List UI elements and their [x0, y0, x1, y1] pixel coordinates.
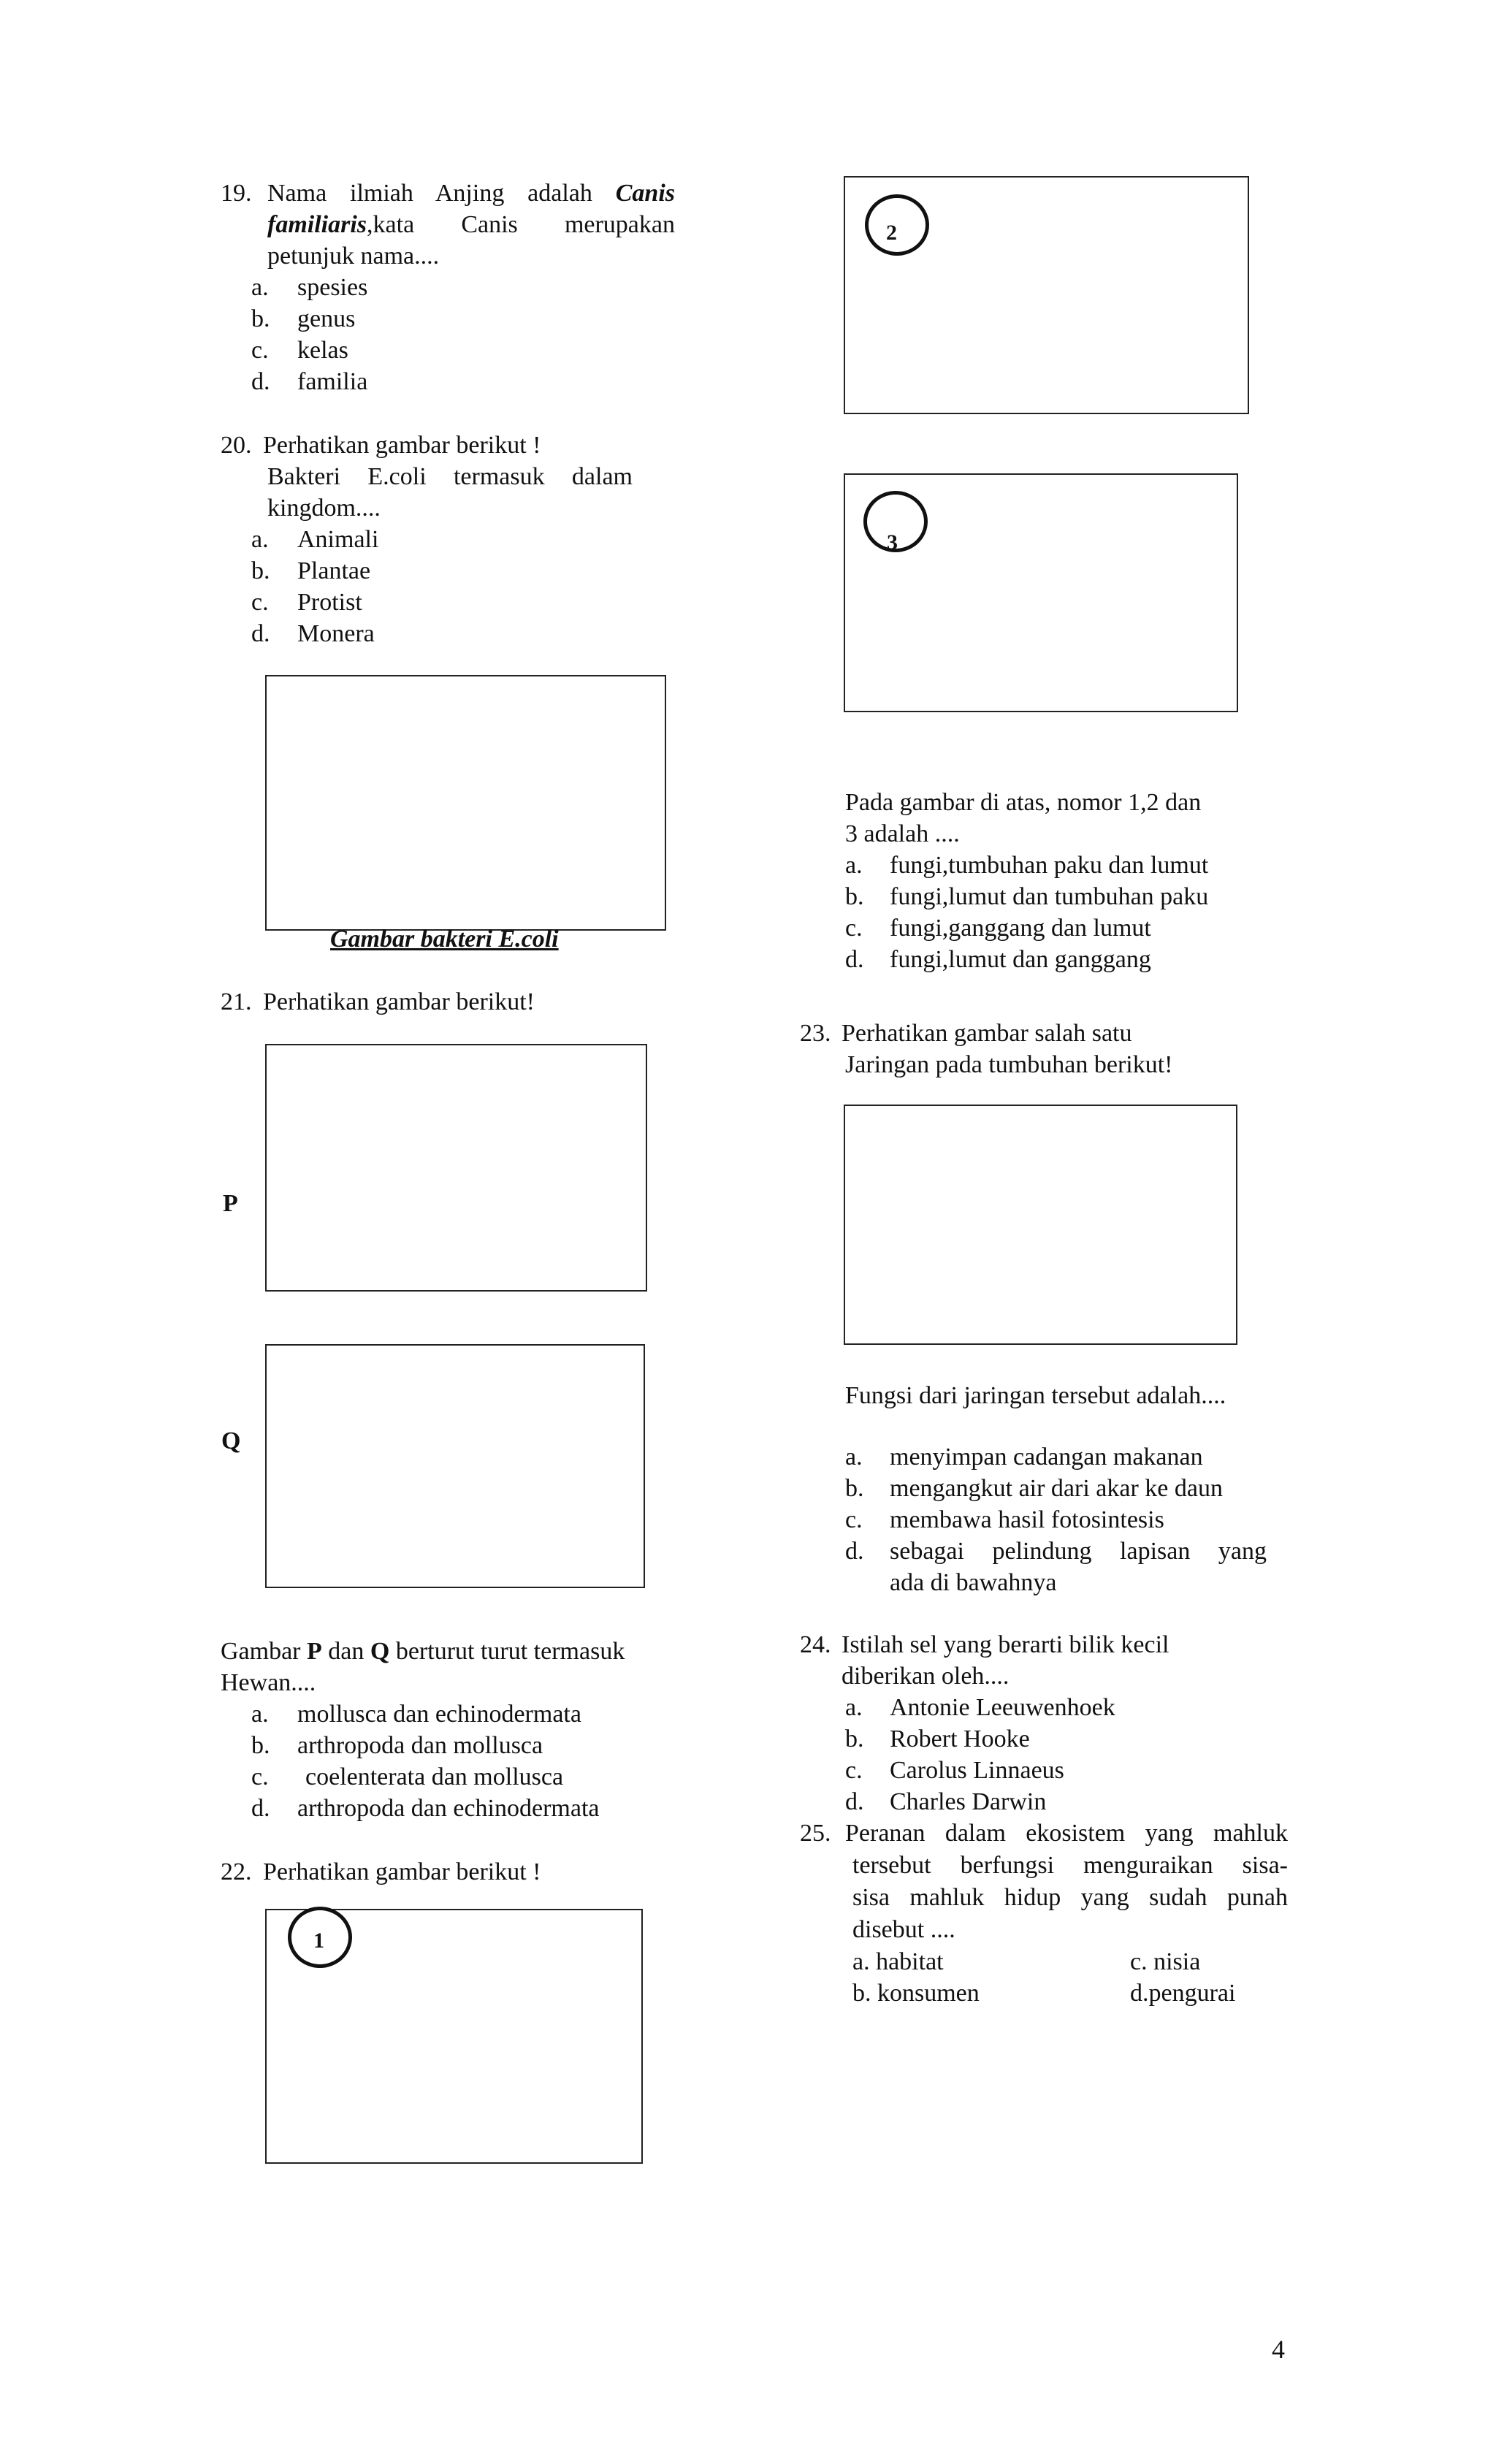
question-21-stem: Gambar P dan Q berturut turut termasuk — [221, 1638, 625, 1665]
option-letter: c. — [845, 915, 863, 942]
option-letter: b. — [845, 883, 864, 910]
option-text: sebagai pelindung lapisan yang — [890, 1538, 1267, 1565]
question-25-line-1: Peranan dalam ekosistem yang mahluk — [845, 1820, 1288, 1847]
option-text: Plantae — [297, 557, 371, 584]
page-number: 4 — [1272, 2335, 1285, 2364]
figure-2-number: 2 — [886, 221, 897, 245]
question-20-line-3: kingdom.... — [267, 495, 381, 522]
option-text: kelas — [297, 337, 348, 364]
figure-q-label: Q — [221, 1427, 241, 1454]
question-19-line-1: Nama ilmiah Anjing adalah Canis — [267, 180, 675, 207]
figure-p-label: P — [223, 1190, 238, 1217]
question-20-line-1: Perhatikan gambar berikut ! — [263, 432, 541, 459]
question-25-line-4: disebut .... — [852, 1916, 955, 1943]
option-letter: d. — [845, 1538, 864, 1565]
option-letter: b. — [251, 1732, 270, 1759]
option-text-continued: ada di bawahnya — [890, 1569, 1057, 1596]
option-text: Monera — [297, 620, 375, 647]
option-letter: d. — [251, 620, 270, 647]
option-letter: c. — [845, 1506, 863, 1533]
option-letter: d. — [251, 1795, 270, 1822]
question-number: 19. — [221, 180, 252, 207]
question-19-line-2: familiaris,kata Canis merupakan — [267, 211, 675, 238]
question-22-stem-line-2: 3 adalah .... — [845, 820, 960, 847]
question-number: 20. — [221, 432, 252, 459]
option-letter: c. — [251, 337, 269, 364]
option-text: familia — [297, 368, 368, 395]
question-25-line-2: tersebut berfungsi menguraikan sisa- — [852, 1852, 1288, 1879]
question-number: 23. — [800, 1020, 831, 1047]
question-22-stem-line-1: Pada gambar di atas, nomor 1,2 dan — [845, 789, 1202, 816]
question-25-line-3: sisa mahluk hidup yang sudah punah — [852, 1884, 1288, 1911]
figure-ecoli-placeholder — [265, 675, 666, 931]
option-text: menyimpan cadangan makanan — [890, 1443, 1203, 1471]
figure-q-placeholder — [265, 1344, 645, 1588]
question-number: 21. — [221, 988, 252, 1015]
option-text: Charles Darwin — [890, 1788, 1047, 1815]
figure-tissue-placeholder — [844, 1105, 1237, 1345]
option-text: Animali — [297, 526, 379, 553]
option-letter: a. — [845, 1694, 863, 1721]
figure-2-circle — [865, 194, 929, 256]
option-letter: a. — [251, 526, 269, 553]
question-21-stem-line-2: Hewan.... — [221, 1669, 316, 1696]
option-text: fungi,tumbuhan paku dan lumut — [890, 852, 1209, 879]
option-letter: a. — [845, 1443, 863, 1471]
question-number: 25. — [800, 1820, 831, 1847]
option-text: fungi,ganggang dan lumut — [890, 915, 1151, 942]
option-text: mollusca dan echinodermata — [297, 1701, 581, 1728]
option-text: Antonie Leeuwenhoek — [890, 1694, 1115, 1721]
option-c: c. nisia — [1130, 1948, 1201, 1975]
option-b: b. konsumen — [852, 1980, 980, 2007]
option-text: arthropoda dan echinodermata — [297, 1795, 600, 1822]
question-number: 22. — [221, 1858, 252, 1885]
option-letter: d. — [251, 368, 270, 395]
option-text: Carolus Linnaeus — [890, 1757, 1064, 1784]
question-23-stem: Fungsi dari jaringan tersebut adalah.... — [845, 1382, 1226, 1409]
question-23-line-2: Jaringan pada tumbuhan berikut! — [845, 1051, 1173, 1078]
figure-3-number: 3 — [887, 530, 898, 554]
option-letter: a. — [251, 274, 269, 301]
option-text: fungi,lumut dan ganggang — [890, 946, 1151, 973]
option-a: a. habitat — [852, 1948, 944, 1975]
option-letter: d. — [845, 1788, 864, 1815]
option-letter: b. — [845, 1475, 864, 1502]
option-letter: b. — [251, 557, 270, 584]
question-24-line-1: Istilah sel yang berarti bilik kecil — [842, 1631, 1169, 1658]
question-24-line-2: diberikan oleh.... — [842, 1663, 1010, 1690]
question-23-line-1: Perhatikan gambar salah satu — [842, 1020, 1132, 1047]
option-text: fungi,lumut dan tumbuhan paku — [890, 883, 1209, 910]
option-text: coelenterata dan mollusca — [305, 1763, 564, 1790]
option-letter: b. — [251, 305, 270, 332]
option-text: genus — [297, 305, 356, 332]
option-text: Robert Hooke — [890, 1725, 1030, 1752]
option-letter: c. — [251, 1763, 269, 1790]
question-number: 24. — [800, 1631, 831, 1658]
option-text: membawa hasil fotosintesis — [890, 1506, 1164, 1533]
figure-caption: Gambar bakteri E.coli — [330, 926, 559, 953]
figure-1-number: 1 — [313, 1929, 324, 1953]
option-text: mengangkut air dari akar ke daun — [890, 1475, 1223, 1502]
option-letter: a. — [845, 852, 863, 879]
option-letter: c. — [251, 589, 269, 616]
question-19-line-3: petunjuk nama.... — [267, 243, 440, 270]
option-text: arthropoda dan mollusca — [297, 1732, 543, 1759]
option-text: Protist — [297, 589, 362, 616]
option-letter: b. — [845, 1725, 864, 1752]
figure-p-placeholder — [265, 1044, 647, 1292]
question-21-line-1: Perhatikan gambar berikut! — [263, 988, 535, 1015]
question-20-line-2: Bakteri E.coli termasuk dalam — [267, 463, 633, 490]
option-d: d.pengurai — [1130, 1980, 1236, 2007]
option-letter: c. — [845, 1757, 863, 1784]
question-22-line-1: Perhatikan gambar berikut ! — [263, 1858, 541, 1885]
option-text: spesies — [297, 274, 368, 301]
option-letter: d. — [845, 946, 864, 973]
option-letter: a. — [251, 1701, 269, 1728]
